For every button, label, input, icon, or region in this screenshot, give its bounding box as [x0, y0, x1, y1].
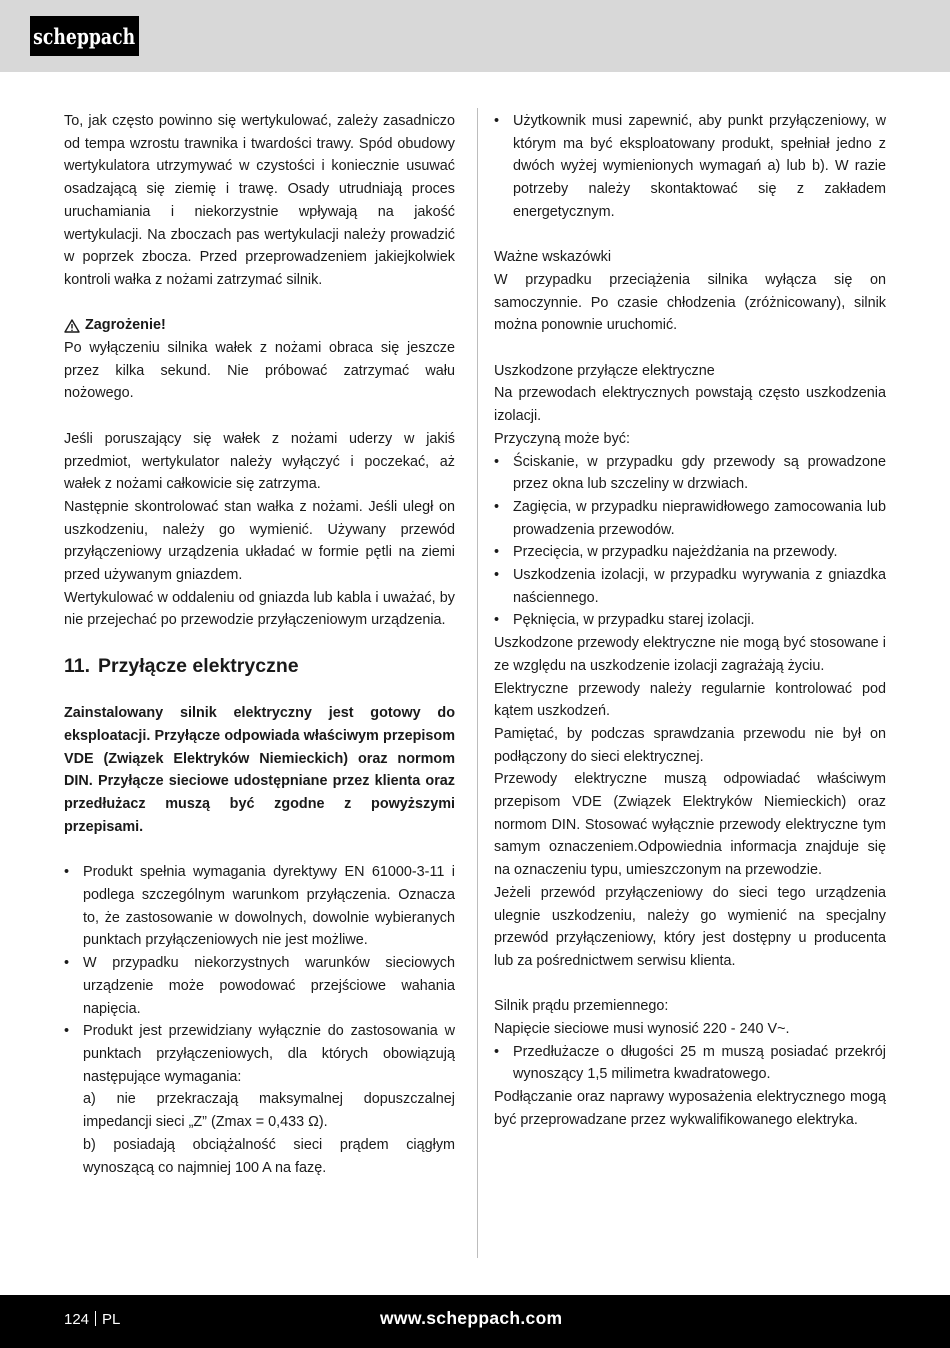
- paragraph-cable: Wertykulować w oddaleniu od gniazda lub kabla i uważać, by nie przejechać po przewodzie przyłączeniowym urządzenia.: [64, 589, 455, 629]
- list-item: • Produkt spełnia wymagania dyrektywy EN 61000-3-11 i podlega szczególnym warunkom przyłączenia. Oznacza to, że zastosowanie w dowolnych, dowolnie wybieranych punktach przyłączeniowych nie jest możliwe.: [64, 861, 455, 952]
- paragraph-installed-motor: Zainstalowany silnik elektryczny jest gotowy do eksploatacji. Przyłącze odpowiada właściwym przepisom VDE (Związek Elektryków Niemieckich) oraz normom DIN. Przyłącze sieciowe udostępniane przez klienta oraz przedłużacz muszą być zgodne z powyższymi przepisami.: [64, 705, 455, 835]
- warning-triangle-icon: [64, 319, 80, 333]
- page-number: 124 PL: [64, 1311, 121, 1328]
- paragraph-qualified-electrician: Podłączanie oraz naprawy wyposażenia elektrycznego mogą być przeprowadzane przez wykwalifikowanego elektryka.: [494, 1089, 886, 1128]
- header-band: [0, 0, 950, 72]
- list-item: • Produkt jest przewidziany wyłącznie do zastosowania w punktach przyłączeniowych, dla których obowiązują następujące wymagania: a) nie przekraczają maksymalnej dopuszczalnej impedancji sieci „Z” (Zmax = 0,433 Ω). b) posiadają obciążalność sieci prądem ciągłym wynoszącą co najmniej 100 A na fazę.: [64, 1020, 455, 1179]
- list-item: • Zagięcia, w przypadku nieprawidłowego zamocowania lub prowadzenia przewodów.: [494, 496, 886, 541]
- column-divider: [477, 108, 478, 1258]
- subheading-damaged-connection: Uszkodzone przyłącze elektryczne: [494, 362, 715, 379]
- warning-text: Po wyłączeniu silnika wałek z nożami obraca się jeszcze przez kilka sekund. Nie próbować zatrzymać wału nożowego.: [64, 340, 455, 402]
- paragraph-causes: Przyczyną może być:: [494, 430, 630, 447]
- list-item: • Ściskanie, w przypadku gdy przewody są prowadzone przez okna lub szczeliny w drzwiach.: [494, 451, 886, 496]
- paragraph-inspect: Następnie skontrolować stan wałka z nożami. Jeśli uległ on uszkodzeniu, należy go wymienić. Używany przewód przyłączeniowy urządzenia układać w formie pętli na ziemi przed używanym gniazdem.: [64, 498, 455, 584]
- list-item: • Użytkownik musi zapewnić, aby punkt przyłączeniowy, w którym ma być eksploatowany produkt, spełniał jedno z dwóch wyżej wymienionych wymagań a) lub b). W razie potrzeby należy skontaktować się z zakładem energetycznym.: [494, 110, 886, 224]
- subheading-important: Ważne wskazówki: [494, 249, 612, 266]
- list-item: • Przedłużacze o długości 25 m muszą posiadać przekrój wynoszący 1,5 milimetra kwadratowego.: [494, 1041, 886, 1086]
- list-item: • Pęknięcia, w przypadku starej izolacji.: [494, 609, 886, 632]
- list-item: • Uszkodzenia izolacji, w przypadku wyrywania z gniazdka naściennego.: [494, 564, 886, 609]
- user-requirement-list: [494, 110, 886, 224]
- paragraph-maintenance: To, jak często powinno się wertykulować, zależy zasadniczo od tempa wzrostu trawnika i twardości trawy. Spód obudowy wertykulatora utrzymywać w czystości i koniecznie usuwać osadzającą się ziemię i trawę. Osady utrudniają proces uruchamiania i niekorzystnie wpływają na jakość wertykulacji. Na zboczach pas wertykulacji należy prowadzić w poprzek zbocza. Przed przeprowadzeniem jakiejkolwiek kontroli wałka z nożami zatrzymać silnik.: [64, 113, 455, 288]
- website-link[interactable]: www.scheppach.com: [380, 1308, 563, 1328]
- footer-band: [0, 1295, 950, 1348]
- paragraph-damaged-cables: Uszkodzone przewody elektryczne nie mogą być stosowane i ze względu na uszkodzenie izolacji zagrażają życiu.: [494, 635, 886, 674]
- paragraph-replacement: Jeżeli przewód przyłączeniowy do sieci tego urządzenia ulegnie uszkodzeniu, należy go wymienić na specjalny przewód przyłączeniowy, który jest dostępny u producenta lub za pośrednictwem serwisu klienta.: [494, 884, 886, 969]
- left-column: [64, 110, 455, 1179]
- extension-list: [494, 1041, 886, 1086]
- list-item: • W przypadku niekorzystnych warunków sieciowych urządzenie może powodować przejściowe wahania napięcia.: [64, 952, 455, 1020]
- paragraph-vde: Przewody elektryczne muszą odpowiadać właściwym przepisom VDE (Związek Elektryków Niemieckich) oraz normom DIN. Stosować wyłącznie przewody elektryczne tym samym oznaczeniem.Odpowiednia informacja znajduje się na oznaczeniu typu, umieszczonym na przewodzie.: [494, 771, 886, 879]
- warning-title: Zagrożenie!: [64, 314, 455, 337]
- causes-list: [494, 451, 886, 633]
- subheading-ac-motor: Silnik prądu przemiennego:: [494, 998, 669, 1015]
- paragraph-overload: W przypadku przeciążenia silnika wyłącza się on samoczynnie. Po czasie chłodzenia (zróżnicowany), silnik można ponownie uruchomić.: [494, 271, 886, 334]
- section-heading: 11. Przyłącze elektryczne: [64, 655, 299, 678]
- paragraph-voltage: Napięcie sieciowe musi wynosić 220 - 240 V~.: [494, 1021, 790, 1038]
- list-item: • Przecięcia, w przypadku najeżdżania na przewody.: [494, 541, 886, 564]
- paragraph-obstacle: Jeśli poruszający się wałek z nożami uderzy w jakiś przedmiot, wertykulator należy wyłączyć i poczekać, aż wałek z nożami całkowicie się zatrzyma.: [64, 430, 455, 493]
- brand-logo: scheppach: [30, 16, 139, 56]
- requirements-list: [64, 861, 455, 1179]
- paragraph-disconnected: Pamiętać, by podczas sprawdzania przewodu nie był on podłączony do sieci elektrycznej.: [494, 725, 886, 765]
- right-column: [494, 110, 886, 1132]
- paragraph-insulation: Na przewodach elektrycznych powstają często uszkodzenia izolacji.: [494, 385, 886, 425]
- paragraph-check-regularly: Elektryczne przewody należy regularnie kontrolować pod kątem uszkodzeń.: [494, 680, 886, 720]
